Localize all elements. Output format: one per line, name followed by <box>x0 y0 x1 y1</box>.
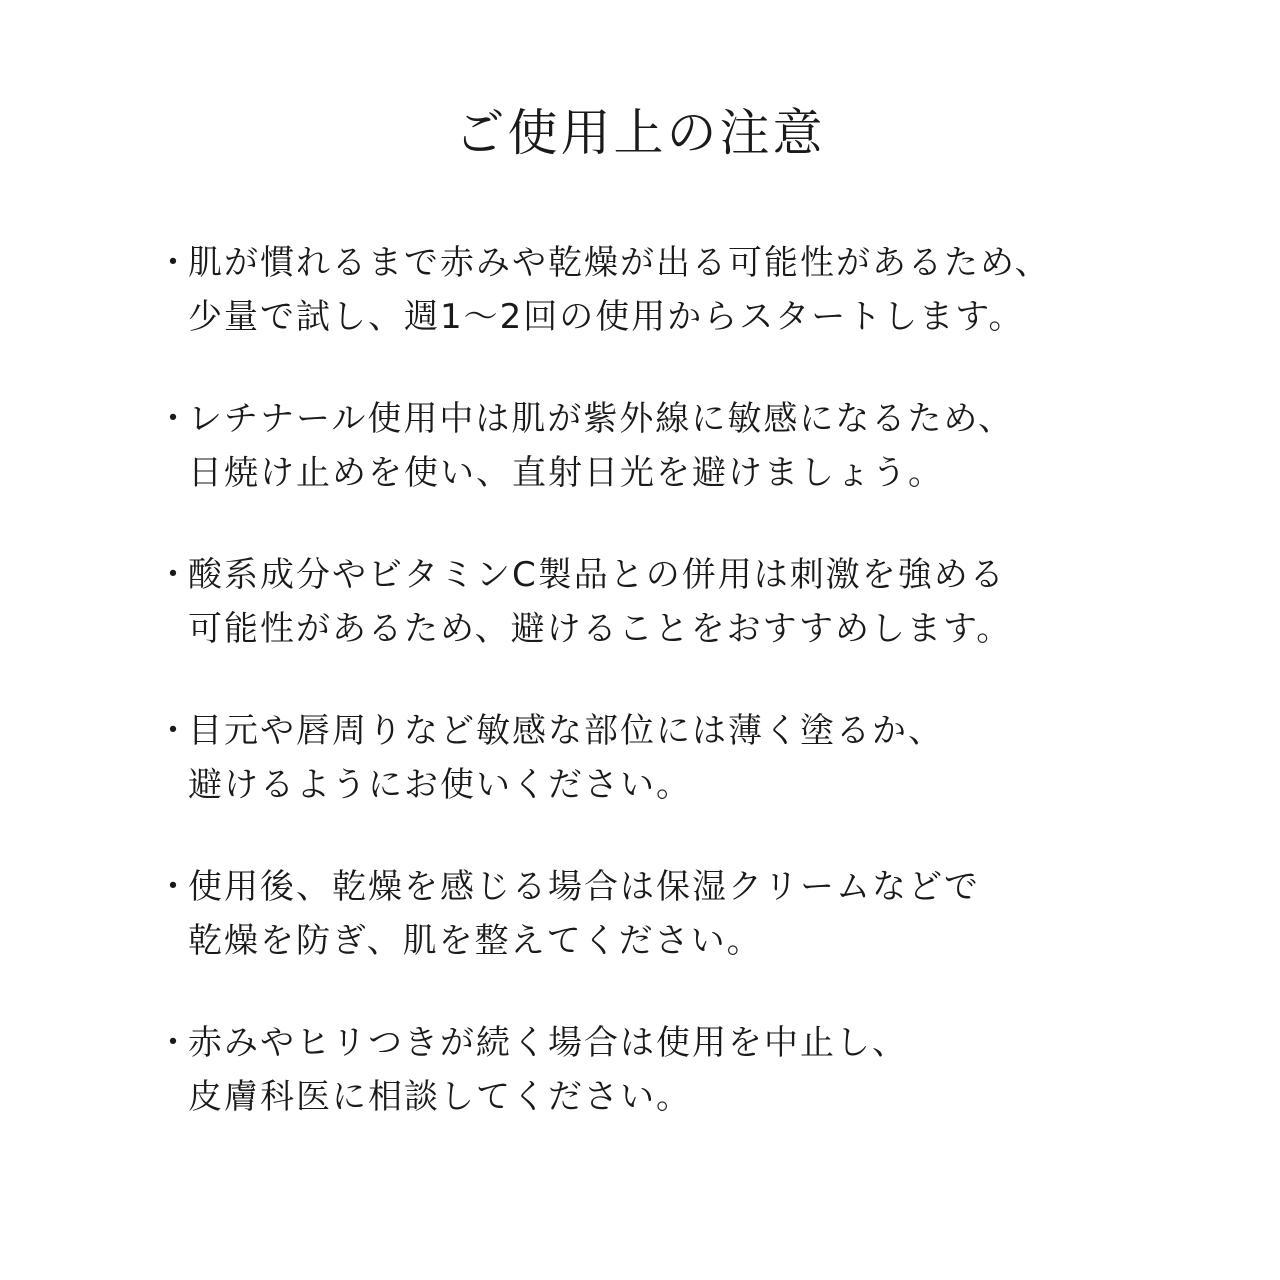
list-item <box>156 236 1156 392</box>
note-line: レチナール使用中は肌が紫外線に敏感になるため、 <box>188 399 1014 439</box>
bullet: ・ <box>156 711 192 751</box>
bullet: ・ <box>156 399 192 439</box>
bullet: ・ <box>156 867 192 907</box>
note-line: 目元や唇周りなど敏感な部位には薄く塗るか、 <box>188 711 944 751</box>
bullet: ・ <box>156 1023 192 1063</box>
page-title: ご使用上の注意 <box>454 104 826 162</box>
note-line: 酸系成分やビタミンC製品との併用は刺激を強める <box>188 555 1006 595</box>
bullet: ・ <box>156 555 192 595</box>
note-line: 日焼け止めを使い、直射日光を避けましょう。 <box>188 453 944 493</box>
list-item <box>156 392 1156 548</box>
note-line: 乾燥を防ぎ、肌を整えてください。 <box>188 921 763 961</box>
note-line: 使用後、乾燥を感じる場合は保湿クリームなどで <box>188 867 980 907</box>
list-item <box>156 704 1156 860</box>
note-line: 肌が慣れるまで赤みや乾燥が出る可能性があるため、 <box>188 243 1051 283</box>
note-line: 避けるようにお使いください。 <box>188 765 692 805</box>
bullet: ・ <box>156 243 192 283</box>
note-line: 皮膚科医に相談してください。 <box>188 1077 692 1117</box>
list-item <box>156 860 1156 1016</box>
list-item <box>156 1016 1156 1172</box>
note-line: 可能性があるため、避けることをおすすめします。 <box>188 609 1013 649</box>
note-line: 赤みやヒリつきが続く場合は使用を中止し、 <box>188 1023 908 1063</box>
caution-list <box>156 236 1156 1172</box>
note-line: 少量で試し、週1〜2回の使用からスタートします。 <box>188 297 1025 337</box>
list-item <box>156 548 1156 704</box>
